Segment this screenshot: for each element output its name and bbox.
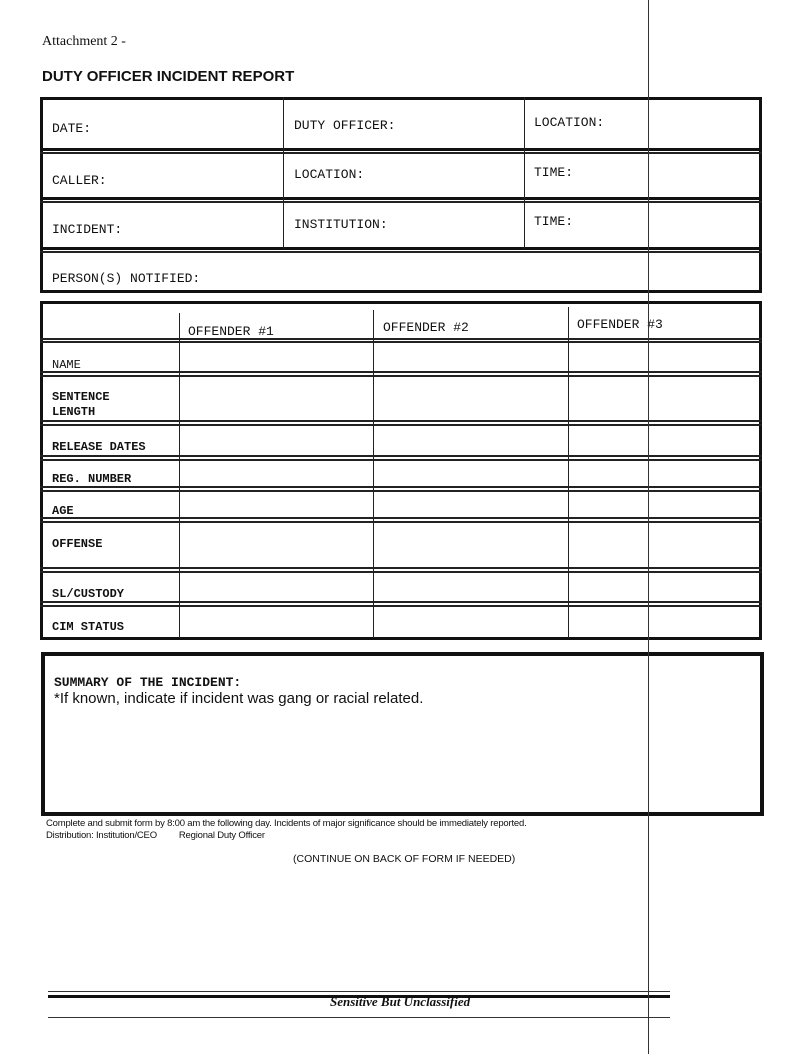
column-header-offender-1: OFFENDER #1 bbox=[188, 324, 274, 339]
row-label-cim-status: CIM STATUS bbox=[52, 620, 125, 634]
row-divider bbox=[40, 571, 762, 573]
row-divider bbox=[40, 459, 762, 461]
duty-officer-field[interactable]: DUTY OFFICER: bbox=[294, 118, 396, 133]
location-field-2[interactable]: LOCATION: bbox=[294, 167, 365, 182]
row-divider bbox=[40, 375, 762, 377]
row-label-sl-custody: SL/CUSTODY bbox=[52, 587, 125, 601]
summary-note: *If known, indicate if incident was gang or racial related. bbox=[54, 690, 424, 707]
persons-notified-field[interactable]: PERSON(S) NOTIFIED: bbox=[52, 271, 201, 286]
divider bbox=[40, 201, 762, 203]
distribution-label: Distribution: Institution/CEO bbox=[46, 830, 157, 841]
caller-field[interactable]: CALLER: bbox=[52, 173, 107, 188]
row-divider bbox=[40, 517, 762, 519]
row-divider bbox=[40, 567, 762, 569]
institution-field[interactable]: INSTITUTION: bbox=[294, 217, 388, 232]
divider bbox=[179, 313, 180, 638]
time-field-1[interactable]: TIME: bbox=[534, 165, 574, 180]
distribution-line bbox=[46, 830, 265, 841]
location-field-1[interactable]: LOCATION: bbox=[534, 115, 605, 130]
row-label-age: AGE bbox=[52, 504, 74, 518]
classification-rule bbox=[48, 1017, 670, 1018]
row-divider bbox=[40, 521, 762, 523]
submission-instruction: Complete and submit form by 8:00 am the following day. Incidents of major significance should be immediately reported. bbox=[46, 818, 527, 829]
divider bbox=[40, 152, 762, 154]
row-label-reg-number: REG. NUMBER bbox=[52, 472, 132, 486]
offender-table bbox=[40, 301, 762, 640]
row-divider bbox=[40, 486, 762, 488]
row-label-length: LENGTH bbox=[52, 405, 96, 419]
summary-title: SUMMARY OF THE INCIDENT: bbox=[54, 675, 242, 690]
classification-rule bbox=[48, 991, 670, 992]
row-divider bbox=[40, 424, 762, 426]
row-divider bbox=[40, 455, 762, 457]
divider bbox=[40, 148, 762, 151]
continue-note: (CONTINUE ON BACK OF FORM IF NEEDED) bbox=[293, 853, 516, 865]
row-divider bbox=[40, 605, 762, 607]
row-divider bbox=[40, 601, 762, 603]
regional-duty-officer: Regional Duty Officer bbox=[178, 830, 265, 841]
divider bbox=[40, 251, 762, 253]
incident-info-box bbox=[40, 97, 762, 293]
row-divider bbox=[40, 338, 762, 340]
row-label-offense: OFFENSE bbox=[52, 537, 103, 551]
row-divider bbox=[40, 420, 762, 422]
divider bbox=[373, 310, 374, 638]
divider bbox=[568, 307, 569, 638]
column-header-offender-3: OFFENDER #3 bbox=[577, 317, 663, 332]
divider bbox=[40, 247, 762, 250]
row-label-sentence: SENTENCE bbox=[52, 390, 110, 404]
divider bbox=[283, 97, 284, 249]
column-header-offender-2: OFFENDER #2 bbox=[383, 320, 469, 335]
form-title: DUTY OFFICER INCIDENT REPORT bbox=[42, 68, 295, 85]
row-label-name: NAME bbox=[52, 358, 81, 372]
divider bbox=[40, 197, 762, 200]
row-divider bbox=[40, 371, 762, 373]
row-label-release-dates: RELEASE DATES bbox=[52, 440, 146, 454]
date-field[interactable]: DATE: bbox=[52, 121, 92, 136]
time-field-2[interactable]: TIME: bbox=[534, 214, 574, 229]
divider bbox=[524, 97, 525, 249]
scan-edge-line bbox=[648, 0, 649, 1054]
incident-field[interactable]: INCIDENT: bbox=[52, 222, 123, 237]
classification-label: Sensitive But Unclassified bbox=[330, 994, 471, 1009]
row-divider bbox=[40, 490, 762, 492]
attachment-label: Attachment 2 - bbox=[42, 34, 126, 49]
row-divider bbox=[40, 341, 762, 343]
